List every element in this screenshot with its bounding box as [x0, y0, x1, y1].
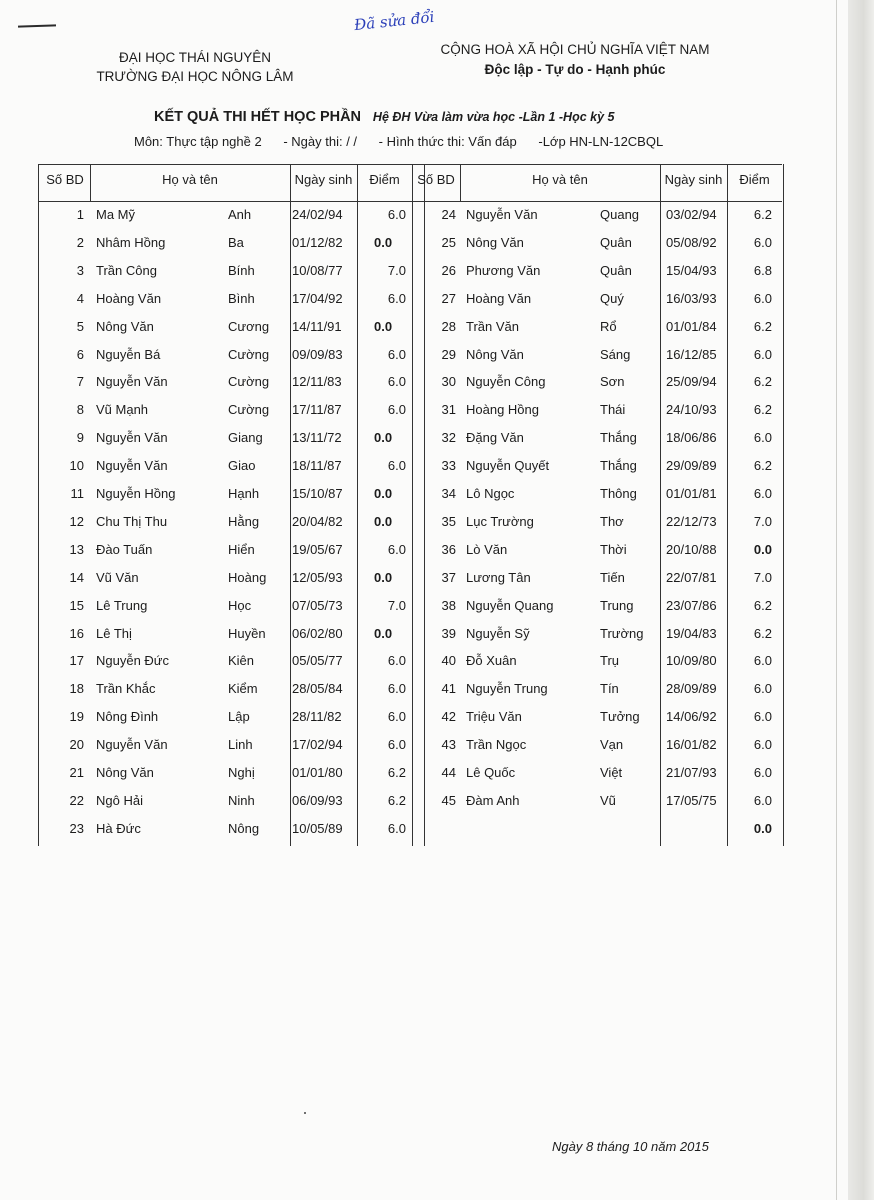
dob-cell: 29/09/89 — [666, 458, 717, 474]
table-row — [38, 514, 782, 542]
dob-cell: 28/09/89 — [666, 681, 717, 697]
table-row — [38, 458, 782, 486]
dob-cell: 19/04/83 — [666, 625, 717, 641]
table-row — [38, 347, 782, 375]
dob-cell: 12/05/93 — [292, 569, 343, 585]
header-sbd: Số BD — [46, 172, 84, 187]
table-header-border — [38, 201, 782, 202]
course-name: Môn: Thực tập nghề 2 — [134, 134, 262, 149]
dob-cell: 21/07/93 — [666, 765, 717, 780]
sbd-cell: 38 — [441, 597, 456, 613]
document-title — [154, 108, 614, 125]
paper-speck — [304, 1112, 306, 1114]
table-row — [38, 570, 782, 598]
dob-cell: 23/07/86 — [666, 597, 717, 613]
family-name-cell: Trần Văn — [466, 318, 519, 334]
score-cell: 6.0 — [753, 430, 772, 446]
subject-line — [134, 134, 681, 149]
score-cell: 7.0 — [387, 262, 406, 278]
sbd-cell: 27 — [441, 290, 456, 306]
sbd-cell: 5 — [76, 318, 84, 334]
given-name-cell: Học — [228, 597, 252, 613]
header-name: Họ và tên — [162, 172, 218, 187]
sbd-cell: 6 — [76, 346, 84, 362]
given-name-cell: Tiến — [600, 569, 625, 585]
footer-date: Ngày 8 tháng 10 năm 2015 — [552, 1139, 709, 1154]
sbd-cell: 29 — [441, 346, 456, 362]
given-name-cell: Ba — [228, 234, 244, 250]
family-name-cell: Lương Tân — [466, 569, 531, 585]
score-cell: 6.2 — [387, 765, 406, 780]
given-name-cell: Nghị — [228, 765, 255, 780]
table-row — [38, 402, 782, 430]
family-name-cell: Chu Thị Thu — [96, 513, 168, 529]
given-name-cell: Quý — [600, 290, 624, 306]
family-name-cell: Nông Đình — [96, 709, 159, 725]
family-name-cell: Lê Thị — [96, 625, 132, 641]
given-name-cell: Hạnh — [228, 486, 260, 501]
sbd-cell: 43 — [441, 737, 456, 753]
table-row — [38, 765, 782, 793]
given-name-cell: Sơn — [600, 374, 625, 390]
given-name-cell: Thông — [600, 486, 637, 501]
score-cell: 0.0 — [374, 625, 393, 641]
sbd-cell: 34 — [441, 486, 456, 501]
given-name-cell: Thơ — [600, 513, 624, 529]
title-sub: Hệ ĐH Vừa làm vừa học -Lần 1 -Học kỳ 5 — [372, 110, 615, 124]
score-cell: 6.0 — [387, 709, 406, 725]
family-name-cell: Trần Ngọc — [466, 737, 527, 753]
given-name-cell: Giao — [228, 458, 256, 474]
family-name-cell: Nguyễn Văn — [96, 737, 168, 753]
header-score: Điểm — [369, 172, 400, 187]
family-name-cell: Nguyễn Quyết — [466, 458, 550, 474]
header-score: Điểm — [739, 172, 770, 187]
dob-cell: 13/11/72 — [292, 430, 342, 446]
header-dob: Ngày sinh — [294, 172, 353, 187]
sbd-cell: 19 — [69, 709, 84, 725]
sbd-cell: 16 — [69, 625, 84, 641]
given-name-cell: Bình — [228, 290, 255, 306]
sbd-cell: 15 — [69, 597, 84, 613]
sbd-cell: 37 — [441, 569, 456, 585]
sbd-cell: 32 — [441, 430, 456, 446]
given-name-cell: Cường — [228, 402, 270, 418]
handwritten-note: Đã sửa đổi — [353, 7, 436, 35]
dob-cell: 20/04/82 — [292, 513, 343, 529]
dob-cell: 10/08/77 — [292, 262, 343, 278]
score-cell: 6.0 — [387, 653, 406, 669]
table-row — [38, 653, 782, 681]
score-cell: 6.0 — [753, 234, 772, 250]
dob-cell: 18/11/87 — [292, 458, 342, 474]
table-row — [38, 430, 782, 458]
family-name-cell: Đàm Anh — [466, 792, 520, 808]
dob-cell: 25/09/94 — [666, 374, 717, 390]
sbd-cell: 25 — [441, 234, 456, 250]
score-cell: 6.0 — [753, 653, 772, 669]
nation-motto: Độc lập - Tự do - Hạnh phúc — [484, 62, 666, 77]
sbd-cell: 9 — [76, 430, 84, 446]
header-name: Họ và tên — [532, 172, 588, 187]
sbd-cell: 31 — [441, 402, 456, 418]
university-block — [92, 48, 298, 86]
given-name-cell: Tín — [600, 681, 619, 697]
dob-cell: 01/12/82 — [292, 234, 343, 250]
family-name-cell: Đào Tuấn — [96, 541, 153, 557]
sbd-cell: 2 — [76, 234, 84, 250]
table-row — [38, 207, 782, 235]
score-cell: 6.0 — [387, 681, 406, 697]
given-name-cell: Vũ — [600, 792, 616, 808]
given-name-cell: Việt — [600, 765, 623, 780]
sbd-cell: 13 — [69, 541, 84, 557]
given-name-cell: Quân — [600, 234, 632, 250]
given-name-cell: Trụ — [600, 653, 620, 669]
table-row — [38, 793, 782, 821]
family-name-cell: Trần Công — [96, 262, 157, 278]
sbd-cell: 11 — [70, 486, 84, 501]
family-name-cell: Trần Khắc — [96, 681, 156, 697]
score-cell: 6.0 — [753, 346, 772, 362]
dob-cell: 19/05/67 — [292, 541, 343, 557]
dob-cell: 06/02/80 — [292, 625, 343, 641]
dob-cell: 22/12/73 — [666, 513, 717, 529]
score-cell: 6.0 — [387, 346, 406, 362]
score-cell: 6.2 — [387, 792, 406, 808]
dob-cell: 03/02/94 — [666, 207, 717, 222]
given-name-cell: Thái — [600, 402, 626, 418]
sbd-cell: 26 — [441, 262, 456, 278]
score-cell: 0.0 — [374, 486, 393, 501]
table-row — [38, 709, 782, 737]
table-row — [38, 598, 782, 626]
dob-cell: 17/02/94 — [292, 737, 343, 753]
dob-cell: 09/09/83 — [292, 346, 343, 362]
given-name-cell: Bính — [228, 262, 255, 278]
sbd-cell: 39 — [441, 625, 456, 641]
family-name-cell: Nhâm Hồng — [96, 234, 166, 250]
family-name-cell: Nguyễn Sỹ — [466, 625, 530, 641]
score-cell: 6.0 — [753, 709, 772, 725]
sbd-cell: 33 — [441, 458, 456, 474]
sbd-cell: 17 — [69, 653, 84, 669]
given-name-cell: Kiên — [228, 653, 255, 669]
given-name-cell: Giang — [228, 430, 263, 446]
national-heading — [430, 40, 720, 80]
sbd-cell: 23 — [69, 820, 84, 836]
sbd-cell: 3 — [76, 262, 84, 278]
score-cell: 6.0 — [753, 290, 772, 306]
table-row — [38, 681, 782, 709]
score-cell: 6.0 — [387, 207, 406, 222]
dob-cell: 17/04/92 — [292, 290, 343, 306]
family-name-cell: Nông Văn — [466, 234, 524, 250]
given-name-cell: Thắng — [600, 430, 637, 446]
family-name-cell: Ngô Hải — [96, 792, 143, 808]
dob-cell: 20/10/88 — [666, 541, 717, 557]
dob-cell: 10/05/89 — [292, 820, 343, 836]
family-name-cell: Nguyễn Văn — [96, 374, 168, 390]
family-name-cell: Nguyễn Trung — [466, 681, 548, 697]
score-cell: 6.2 — [753, 207, 772, 222]
given-name-cell: Cường — [228, 346, 270, 362]
sbd-cell: 8 — [76, 402, 84, 418]
score-cell: 6.2 — [753, 374, 772, 390]
dob-cell: 16/03/93 — [666, 290, 717, 306]
score-cell: 7.0 — [753, 513, 772, 529]
given-name-cell: Kiểm — [228, 681, 258, 697]
dob-cell: 14/11/91 — [292, 318, 342, 334]
given-name-cell: Linh — [228, 737, 253, 753]
score-cell: 0.0 — [753, 541, 772, 557]
dob-cell: 06/09/93 — [292, 792, 343, 808]
table-row — [38, 374, 782, 402]
sbd-cell: 41 — [441, 681, 456, 697]
family-name-cell: Đặng Văn — [466, 430, 524, 446]
family-name-cell: Nguyễn Quang — [466, 597, 554, 613]
dob-cell: 24/02/94 — [292, 207, 343, 222]
given-name-cell: Quang — [600, 207, 640, 222]
sbd-cell: 10 — [69, 458, 84, 474]
table-row — [38, 542, 782, 570]
dob-cell: 17/05/75 — [666, 792, 717, 808]
score-cell: 0.0 — [374, 234, 393, 250]
sbd-cell: 30 — [441, 374, 456, 390]
sbd-cell: 24 — [441, 207, 456, 222]
family-name-cell: Lê Quốc — [466, 765, 516, 780]
sbd-cell: 28 — [441, 318, 456, 334]
score-cell: 6.2 — [753, 318, 772, 334]
dob-cell: 10/09/80 — [666, 653, 717, 669]
given-name-cell: Huyền — [228, 625, 266, 641]
dob-cell: 05/08/92 — [666, 234, 717, 250]
dob-cell: 01/01/80 — [292, 765, 343, 780]
sbd-cell: 22 — [69, 792, 84, 808]
score-cell: 0.0 — [374, 513, 393, 529]
page-edge-strip — [848, 0, 874, 1200]
given-name-cell: Thời — [600, 541, 627, 557]
dob-cell: 22/07/81 — [666, 569, 717, 585]
score-cell: 6.0 — [753, 486, 772, 501]
dob-cell: 17/11/87 — [292, 402, 342, 418]
family-name-cell: Nguyễn Hồng — [96, 486, 176, 501]
given-name-cell: Tưởng — [600, 709, 640, 725]
family-name-cell: Vũ Mạnh — [96, 402, 149, 418]
sbd-cell: 36 — [441, 541, 456, 557]
table-row — [38, 319, 782, 347]
score-cell: 6.0 — [753, 737, 772, 753]
family-name-cell: Nguyễn Bá — [96, 346, 161, 362]
family-name-cell: Nguyễn Văn — [96, 430, 168, 446]
family-name-cell: Hoàng Văn — [466, 290, 532, 306]
family-name-cell: Nông Văn — [96, 765, 154, 780]
nation-name: CỘNG HOÀ XÃ HỘI CHỦ NGHĨA VIỆT NAM — [440, 42, 710, 57]
table-row — [38, 486, 782, 514]
dob-cell: 14/06/92 — [666, 709, 717, 725]
score-cell: 6.0 — [387, 820, 406, 836]
score-cell: 6.2 — [753, 458, 772, 474]
score-cell: 6.0 — [387, 374, 406, 390]
family-name-cell: Ma Mỹ — [96, 207, 135, 222]
given-name-cell: Trường — [600, 625, 644, 641]
score-cell: 6.2 — [753, 402, 772, 418]
score-cell: 6.8 — [753, 262, 772, 278]
sbd-cell: 45 — [441, 792, 456, 808]
sbd-cell: 20 — [69, 737, 84, 753]
page-edge-line — [836, 0, 837, 1200]
score-cell: 7.0 — [387, 597, 406, 613]
given-name-cell: Hoàng — [228, 569, 267, 585]
sbd-cell: 42 — [441, 709, 456, 725]
dob-cell: 12/11/83 — [292, 374, 342, 390]
family-name-cell: Triệu Văn — [466, 709, 522, 725]
sbd-cell: 14 — [69, 569, 84, 585]
family-name-cell: Vũ Văn — [96, 569, 139, 585]
sbd-cell: 35 — [441, 513, 456, 529]
given-name-cell: Trung — [600, 597, 634, 613]
dob-cell: 28/11/82 — [292, 709, 342, 725]
sbd-cell: 40 — [441, 653, 456, 669]
given-name-cell: Hằng — [228, 513, 260, 529]
table-row — [38, 291, 782, 319]
sbd-cell: 7 — [76, 374, 84, 390]
score-cell: 0.0 — [374, 569, 393, 585]
university-name: ĐẠI HỌC THÁI NGUYÊN — [118, 50, 272, 65]
header-sbd: Số BD — [417, 172, 455, 187]
given-name-cell: Cường — [228, 374, 270, 390]
dob-cell: 16/12/85 — [666, 346, 717, 362]
dob-cell: 07/05/73 — [292, 597, 343, 613]
score-cell: 6.0 — [387, 541, 406, 557]
score-cell: 6.0 — [387, 737, 406, 753]
sbd-cell: 4 — [76, 290, 84, 306]
sbd-cell: 21 — [69, 765, 84, 780]
given-name-cell: Cương — [228, 318, 270, 334]
given-name-cell: Hiển — [228, 541, 255, 557]
family-name-cell: Lục Trường — [466, 513, 534, 529]
class-code: -Lớp HN-LN-12CBQL — [538, 134, 664, 149]
given-name-cell: Nông — [228, 820, 260, 836]
given-name-cell: Lập — [228, 709, 250, 725]
table-row — [38, 821, 782, 849]
dob-cell: 18/06/86 — [666, 430, 717, 446]
given-name-cell: Quân — [600, 262, 632, 278]
dob-cell: 16/01/82 — [666, 737, 717, 753]
sbd-cell: 1 — [76, 207, 84, 222]
exam-date: - Ngày thi: / / — [283, 134, 358, 149]
score-cell: 6.0 — [753, 792, 772, 808]
score-cell: 0.0 — [753, 820, 772, 836]
family-name-cell: Hà Đức — [96, 820, 141, 836]
title-main: KẾT QUẢ THI HẾT HỌC PHẦN — [154, 109, 362, 125]
dob-cell: 15/10/87 — [292, 486, 343, 501]
score-cell: 7.0 — [753, 569, 772, 585]
family-name-cell: Hoàng Văn — [96, 290, 162, 306]
family-name-cell: Đỗ Xuân — [466, 653, 517, 669]
family-name-cell: Nguyễn Công — [466, 374, 546, 390]
sbd-cell: 12 — [69, 513, 84, 529]
table-top-border — [38, 164, 782, 165]
score-cell: 0.0 — [374, 430, 393, 446]
given-name-cell: Rổ — [600, 318, 617, 334]
family-name-cell: Nguyễn Văn — [96, 458, 168, 474]
score-cell: 0.0 — [374, 318, 393, 334]
dob-cell: 05/05/77 — [292, 653, 343, 669]
score-cell: 6.2 — [753, 625, 772, 641]
given-name-cell: Thắng — [600, 458, 637, 474]
family-name-cell: Nông Văn — [96, 318, 154, 334]
score-cell: 6.0 — [387, 402, 406, 418]
given-name-cell: Ninh — [228, 792, 255, 808]
table-row — [38, 737, 782, 765]
family-name-cell: Nguyễn Văn — [466, 207, 538, 222]
family-name-cell: Hoàng Hồng — [466, 402, 539, 418]
sbd-cell: 18 — [69, 681, 84, 697]
family-name-cell: Lò Văn — [466, 541, 508, 557]
score-cell: 6.0 — [387, 290, 406, 306]
given-name-cell: Anh — [228, 207, 252, 222]
dob-cell: 28/05/84 — [292, 681, 343, 697]
dob-cell: 01/01/81 — [666, 486, 717, 501]
school-name: TRƯỜNG ĐẠI HỌC NÔNG LÂM — [96, 69, 294, 84]
given-name-cell: Vạn — [600, 737, 624, 753]
dob-cell: 24/10/93 — [666, 402, 717, 418]
table-row — [38, 235, 782, 263]
dob-cell: 15/04/93 — [666, 262, 717, 278]
family-name-cell: Phương Văn — [466, 262, 541, 278]
table-row — [38, 263, 782, 291]
score-cell: 6.2 — [753, 597, 772, 613]
dob-cell: 01/01/84 — [666, 318, 717, 334]
family-name-cell: Nguyễn Đức — [96, 653, 170, 669]
header-dob: Ngày sinh — [664, 172, 723, 187]
score-cell: 6.0 — [387, 458, 406, 474]
given-name-cell: Sáng — [600, 346, 631, 362]
family-name-cell: Lê Trung — [96, 597, 148, 613]
table-row — [38, 626, 782, 654]
family-name-cell: Nông Văn — [466, 346, 524, 362]
family-name-cell: Lô Ngọc — [466, 486, 515, 501]
sbd-cell: 44 — [441, 765, 456, 780]
score-cell: 6.0 — [753, 765, 772, 780]
exam-form: - Hình thức thi: Vấn đáp — [378, 134, 517, 149]
score-cell: 6.0 — [753, 681, 772, 697]
